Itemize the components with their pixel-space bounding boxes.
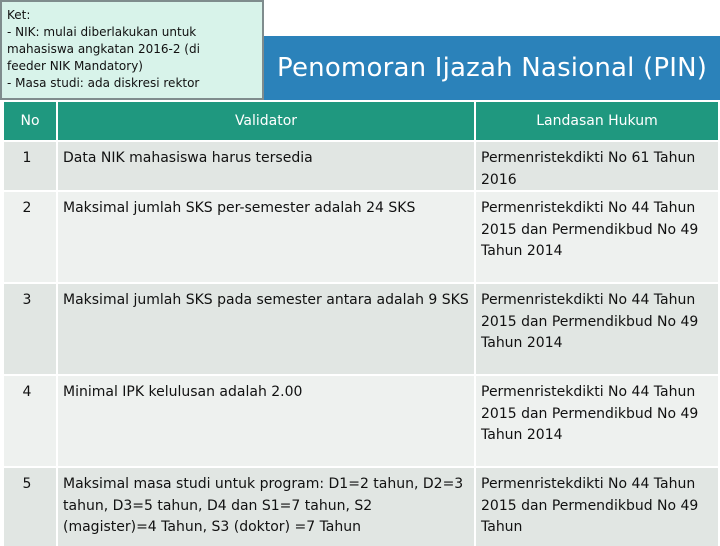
row-legal-basis: Permenristekdikti No 61 Tahun 2016 <box>476 142 718 190</box>
validator-table <box>4 102 718 546</box>
note-box <box>0 0 264 100</box>
row-number: 1 <box>4 142 58 190</box>
row-legal-basis: Permenristekdikti No 44 Tahun 2015 dan Permendikbud No 49 Tahun 2014 <box>476 192 718 282</box>
row-number: 3 <box>4 284 58 374</box>
note-line: - NIK: mulai diberlakukan untuk <box>7 25 197 39</box>
row-legal-basis: Permenristekdikti No 44 Tahun 2015 dan Permendikbud No 49 Tahun <box>476 468 718 546</box>
note-line: - Masa studi: ada diskresi rektor <box>7 76 200 90</box>
row-validator: Maksimal jumlah SKS per-semester adalah 24 SKS <box>58 192 476 282</box>
table-row <box>4 190 718 282</box>
row-validator: Maksimal masa studi untuk program: D1=2 tahun, D2=3 tahun, D3=5 tahun, D4 dan S1=7 tahun, S2 (magister)=4 Tahun, S3 (doktor) =7 Tahun <box>58 468 476 546</box>
row-number: 2 <box>4 192 58 282</box>
row-validator: Maksimal jumlah SKS pada semester antara adalah 9 SKS <box>58 284 476 374</box>
table-header <box>4 102 718 140</box>
row-number: 4 <box>4 376 58 466</box>
note-line: Ket: <box>7 8 31 22</box>
note-line: mahasiswa angkatan 2016-2 (di <box>7 42 200 56</box>
page-title: Penomoran Ijazah Nasional (PIN) <box>277 53 708 83</box>
table-row <box>4 140 718 190</box>
table-row <box>4 282 718 374</box>
table-row <box>4 466 718 546</box>
row-number: 5 <box>4 468 58 546</box>
table-row <box>4 374 718 466</box>
header-no: No <box>4 102 58 140</box>
note-line: feeder NIK Mandatory) <box>7 59 143 73</box>
row-legal-basis: Permenristekdikti No 44 Tahun 2015 dan Permendikbud No 49 Tahun 2014 <box>476 376 718 466</box>
header-validator: Validator <box>58 102 476 140</box>
row-validator: Minimal IPK kelulusan adalah 2.00 <box>58 376 476 466</box>
header-legal-basis: Landasan Hukum <box>476 102 718 140</box>
row-validator: Data NIK mahasiswa harus tersedia <box>58 142 476 190</box>
row-legal-basis: Permenristekdikti No 44 Tahun 2015 dan Permendikbud No 49 Tahun 2014 <box>476 284 718 374</box>
